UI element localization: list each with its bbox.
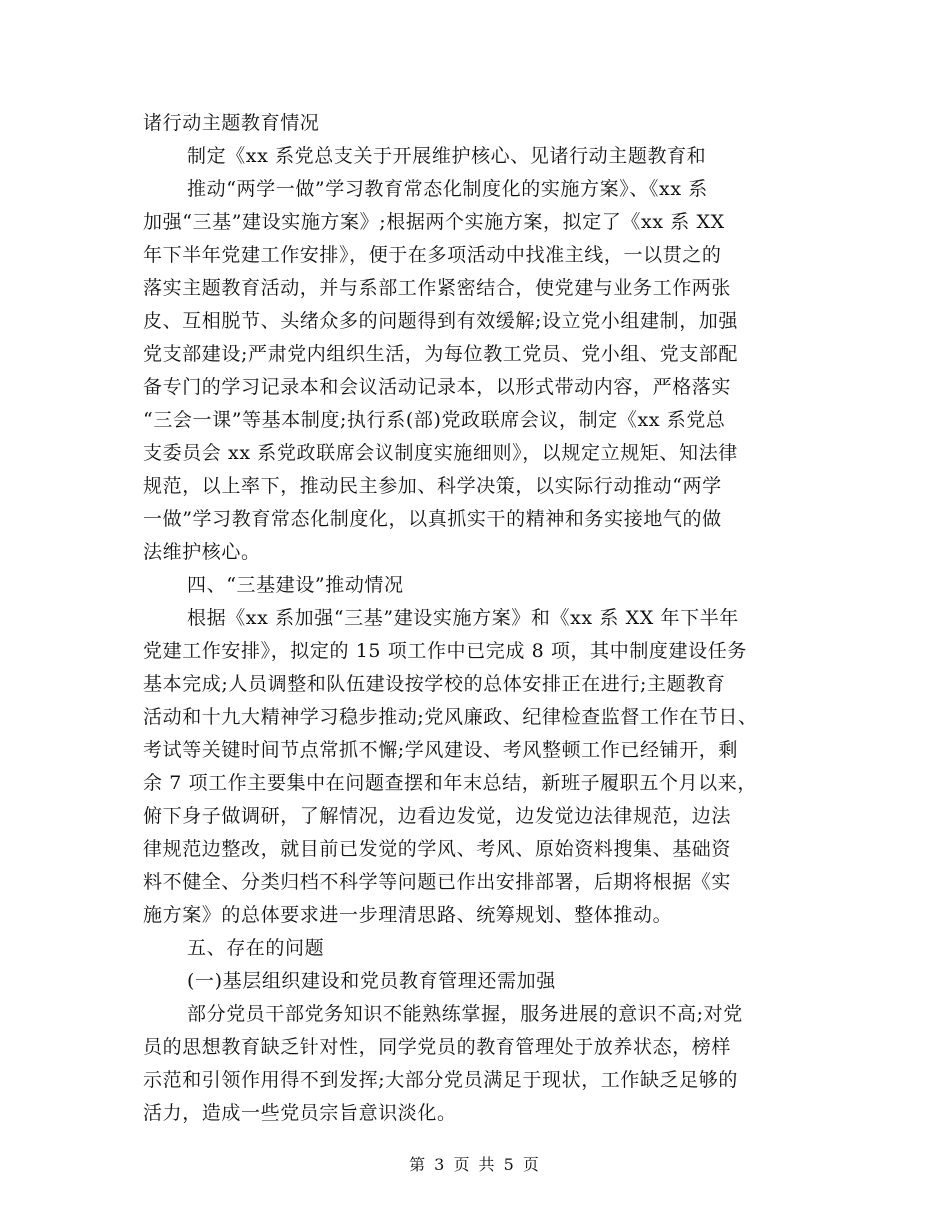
text-line: 一做”学习教育常态化制度化，以真抓实干的精神和务实接地气的做 [143, 508, 722, 530]
text-line: 根据《xx 系加强“三基”建设实施方案》和《xx 系 XX 年下半年 [187, 607, 739, 629]
text-line: 活动和十九大精神学习稳步推动;党风廉政、纪律检查监督工作在节日、 [143, 706, 758, 728]
text-line: 示范和引领作用得不到发挥;大部分党员满足于现状，工作缺乏足够的 [143, 1069, 739, 1091]
text-line: 律规范边整改，就目前已发觉的学风、考风、原始资料搜集、基础资 [143, 838, 732, 860]
subsection-heading: (一)基层组织建设和党员教育管理还需加强 [187, 970, 556, 992]
text-line: 落实主题教育活动，并与系部工作紧密结合，使党建与业务工作两张 [143, 277, 732, 299]
page-number-footer: 第 3 页 共 5 页 [409, 1155, 541, 1174]
text-line: 施方案》的总体要求进一步理清思路、统筹规划、整体推动。 [143, 904, 673, 926]
text-line: 俯下身子做调研，了解情况，边看边发觉，边发觉边法律规范，边法 [143, 805, 732, 827]
text-line: 部分党员干部党务知识不能熟练掌握，服务进展的意识不高;对党 [187, 1003, 743, 1025]
text-line: 皮、互相脱节、头绪众多的问题得到有效缓解;设立党小组建制，加强 [143, 310, 739, 332]
text-line: 法维护核心。 [143, 541, 261, 563]
section-heading: 四、“三基建设”推动情况 [187, 574, 404, 596]
section-heading: 五、存在的问题 [187, 937, 325, 959]
text-line: 规范，以上率下，推动民主参加、科学决策，以实际行动推动“两学 [143, 475, 722, 497]
text-line: “三会一课”等基本制度;执行系(部)党政联席会议，制定《xx 系党总 [143, 409, 726, 431]
text-line: 推动“两学一做”学习教育常态化制度化的实施方案》、《xx 系 [187, 178, 708, 200]
text-line: 基本完成;人员调整和队伍建设按学校的总体安排正在进行;主题教育 [143, 673, 726, 695]
text-line: 备专门的学习记录本和会议活动记录本，以形式带动内容，严格落实 [143, 376, 732, 398]
text-line: 党支部建设;严肃党内组织生活，为每位教工党员、党小组、党支部配 [143, 343, 739, 365]
text-line: 余 7 项工作主要集中在问题查摆和年末总结，新班子履职五个月以来， [143, 772, 757, 794]
text-line: 料不健全、分类归档不科学等问题已作出安排部署，后期将根据《实 [143, 871, 732, 893]
text-line: 活力，造成一些党员宗旨意识淡化。 [143, 1102, 457, 1124]
text-line: 员的思想教育缺乏针对性，同学党员的教育管理处于放养状态，榜样 [143, 1036, 732, 1058]
text-line: 诸行动主题教育情况 [143, 112, 320, 134]
text-line: 考试等关键时间节点常抓不懈;学风建设、考风整顿工作已经铺开，剩 [143, 739, 739, 761]
text-line: 制定《xx 系党总支关于开展维护核心、见诸行动主题教育和 [187, 145, 707, 167]
text-line: 支委员会 xx 系党政联席会议制度实施细则》，以规定立规矩、知法律 [143, 442, 738, 464]
text-line: 加强“三基”建设实施方案》;根据两个实施方案，拟定了《xx 系 XX [143, 211, 725, 233]
text-line: 党建工作安排》，拟定的 15 项工作中已完成 8 项，其中制度建设任务 [143, 640, 747, 662]
text-line: 年下半年党建工作安排》，便于在多项活动中找准主线，一以贯之的 [143, 244, 722, 266]
